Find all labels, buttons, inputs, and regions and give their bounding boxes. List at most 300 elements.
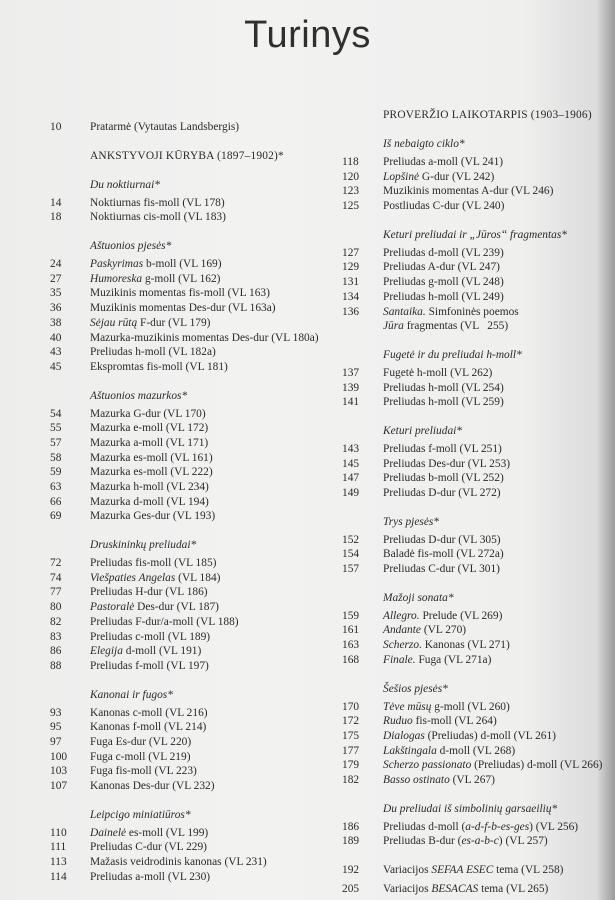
toc-entry	[342, 486, 592, 501]
entry-title-text: Preliudas fis-moll (VL 185)	[90, 557, 217, 570]
entry-title	[383, 290, 504, 305]
entry-title-text: tema (VL 265)	[478, 882, 549, 895]
entry-title-italic: a-d-f-b-es-ges	[465, 820, 530, 833]
entry-title-text: d-moll (VL 268)	[436, 744, 516, 757]
toc-entry	[50, 421, 340, 436]
page-number: 83	[50, 630, 62, 643]
toc-entry	[50, 436, 340, 451]
entry-title	[90, 706, 208, 721]
entry-title-text: Kanonas (VL 271)	[421, 639, 510, 652]
group-subheading: Trys pjesės*	[383, 515, 440, 528]
toc-entry	[342, 275, 592, 290]
toc-entry	[342, 882, 592, 897]
entry-title	[90, 720, 206, 735]
entry-title-text: Fuga fis-moll (VL 223)	[90, 765, 197, 778]
entry-title	[90, 585, 208, 600]
entry-title	[383, 260, 500, 275]
entry-title	[90, 196, 225, 211]
toc-entry	[342, 547, 592, 562]
entry-title-italic: Finale.	[383, 653, 416, 666]
toc-entry	[50, 120, 340, 135]
entry-title-text: Ekspromtas fis-moll (VL 181)	[90, 360, 228, 373]
entry-title	[90, 855, 267, 870]
entry-title-text: Mazurka-muzikinis momentas Des-dur (VL 180a)	[90, 331, 319, 344]
entry-title	[383, 758, 602, 773]
entry-title-italic: Dainelė	[90, 826, 127, 839]
page-number: 10	[50, 121, 62, 133]
page-number: 103	[50, 765, 68, 778]
entry-title-text: Kanonas c-moll (VL 216)	[90, 706, 208, 719]
entry-title	[383, 623, 466, 638]
entry-title	[383, 714, 497, 729]
entry-title	[383, 199, 504, 214]
entry-title	[383, 366, 492, 381]
toc-entry	[342, 533, 592, 548]
toc-entry	[342, 744, 592, 759]
page-number: 134	[342, 290, 360, 303]
entry-title	[383, 170, 494, 185]
page-number: 118	[342, 156, 359, 168]
entry-title-text: Des-dur (VL 187)	[134, 601, 219, 614]
entry-title-italic: Ruduo	[383, 715, 413, 728]
toc-entry	[50, 301, 340, 316]
page-number: 127	[342, 246, 360, 259]
toc-entry	[50, 286, 340, 301]
entry-title-italic: es-a-b-c	[461, 835, 499, 848]
group-subheading: Aštuonios pjesės*	[90, 240, 172, 253]
entry-title-text: b-moll (VL 169)	[143, 258, 222, 271]
entry-title-italic: Lakštingala	[383, 744, 437, 757]
page-number: 114	[50, 870, 67, 883]
page-number: 77	[50, 586, 62, 599]
toc-entry	[342, 457, 592, 472]
toc-left-column	[50, 120, 340, 884]
entry-title	[383, 609, 502, 624]
entry-title-text: g-moll (VL 162)	[142, 272, 221, 285]
page-number: 66	[50, 495, 62, 508]
toc-entry	[342, 319, 592, 334]
entry-title	[90, 210, 226, 225]
entry-title-text: Mazurka d-moll (VL 194)	[90, 495, 209, 508]
entry-title-text: Postliudas C-dur (VL 240)	[383, 200, 505, 213]
toc-entry	[50, 272, 340, 287]
page-number: 177	[342, 744, 360, 757]
entry-title-text: Mazurka es-moll (VL 222)	[90, 466, 213, 479]
group-subheading: Kanonai ir fugos*	[90, 688, 173, 701]
entry-title	[90, 630, 210, 645]
page-number: 125	[342, 200, 360, 213]
page-number: 24	[50, 258, 62, 271]
entry-title-italic: Viešpaties Angelas	[90, 571, 176, 584]
entry-title	[90, 480, 209, 495]
page-number: 172	[342, 715, 360, 728]
entry-title-text: (Preliudas) d-moll (VL 266)	[471, 759, 603, 772]
page-number: 97	[50, 735, 62, 748]
page-number: 54	[50, 407, 62, 420]
right-groups	[342, 123, 603, 849]
entry-title-text: Preliudas C-dur (VL 229)	[90, 841, 207, 854]
entry-title	[90, 571, 220, 586]
entry-title-italic: Humoreska	[90, 272, 143, 285]
entry-title	[383, 486, 501, 501]
entry-title	[383, 744, 515, 759]
page-number: 145	[342, 457, 360, 470]
toc-entry	[342, 184, 592, 199]
toc-entry	[50, 840, 340, 855]
entry-title	[90, 286, 270, 301]
entry-title	[90, 735, 191, 750]
entry-title-italic: Scherzo.	[383, 639, 422, 652]
entry-title-text: Preliudas D-dur (VL 272)	[383, 487, 501, 499]
toc-entry	[342, 199, 592, 214]
toc-entry	[342, 442, 592, 457]
entry-title-text: (Preliudas) d-moll (VL 261)	[424, 729, 556, 742]
entry-title-text: tema (VL 258)	[493, 864, 564, 876]
entry-title	[90, 360, 228, 375]
page-number: 40	[50, 331, 62, 344]
page-number: 147	[342, 472, 360, 485]
entry-title-text: fis-moll (VL 264)	[412, 715, 497, 728]
entry-title	[90, 407, 206, 422]
entry-title	[383, 547, 504, 562]
entry-title	[383, 700, 510, 715]
entry-title	[90, 556, 216, 571]
entry-title-text: Muzikinis momentas fis-moll (VL 163)	[90, 287, 270, 300]
entry-title-text: Preliudas h-moll (VL 182a)	[90, 346, 216, 359]
entry-title-text: G-dur (VL 242)	[419, 170, 495, 183]
entry-title-text: Preliudas h-moll (VL 249)	[383, 290, 504, 303]
section-heading: PROVERŽIO LAIKOTARPIS (1903–1906)	[383, 109, 592, 121]
group-subheading: Mažoji sonata*	[383, 591, 454, 604]
entry-title	[383, 773, 495, 788]
page-number: 36	[50, 302, 62, 315]
toc-entry	[342, 700, 592, 715]
toc-entry	[342, 714, 592, 729]
page-number: 55	[50, 422, 62, 435]
entry-title	[383, 395, 504, 410]
page-number: 152	[342, 533, 360, 546]
entry-title	[383, 305, 519, 320]
entry-title	[90, 779, 215, 794]
page-number: 110	[50, 826, 67, 839]
toc-entry	[342, 305, 592, 320]
toc-entry	[50, 855, 340, 870]
toc-entry	[50, 779, 340, 794]
toc-entry	[50, 407, 340, 422]
page-number: 149	[342, 487, 360, 499]
entry-title	[90, 840, 207, 855]
toc-entry	[342, 366, 592, 381]
page-number: 157	[342, 563, 360, 576]
toc-entry	[50, 331, 340, 346]
toc-entry	[50, 600, 340, 615]
entry-title-text: Mazurka Ges-dur (VL 193)	[90, 510, 216, 523]
entry-title-italic: Dialogas	[383, 729, 425, 742]
page-number: 163	[342, 639, 360, 652]
entry-title	[90, 316, 210, 331]
entry-title-text: Preliudas a-moll (VL 230)	[90, 870, 211, 883]
toc-entry	[50, 196, 340, 211]
page-number: 154	[342, 548, 360, 561]
group-subheading: Druskininkų preliudai*	[90, 539, 197, 552]
entry-title-italic: Jūra	[383, 320, 404, 333]
toc-entry	[342, 155, 592, 170]
entry-title-text: Muzikinis momentas A-dur (VL 246)	[383, 185, 554, 198]
toc-entry	[50, 706, 340, 721]
toc-entry	[50, 750, 340, 765]
toc-right-column	[342, 108, 603, 896]
toc-entry	[342, 834, 592, 849]
toc-entry	[342, 773, 592, 788]
entry-title-text: Fuga c-moll (VL 219)	[90, 750, 191, 763]
toc-entry	[50, 630, 340, 645]
toc-entry	[342, 260, 592, 275]
page-number: 143	[342, 442, 360, 455]
entry-title-text: Kanonas Des-dur (VL 232)	[90, 780, 215, 792]
entry-title	[90, 659, 209, 674]
toc-entry	[342, 609, 592, 624]
toc-entry	[50, 659, 340, 674]
page-number: 100	[50, 750, 68, 763]
entry-title	[90, 509, 215, 524]
entry-title-italic: Pastoralė	[90, 601, 135, 614]
entry-title	[383, 155, 503, 170]
entry-title-text: (VL 184)	[175, 571, 221, 584]
entry-title	[90, 826, 208, 841]
entry-title-text: g-moll (VL 260)	[431, 700, 510, 713]
page-number: 189	[342, 835, 360, 848]
toc-entry	[342, 290, 592, 305]
page-number: 80	[50, 601, 62, 614]
page-number: 137	[342, 366, 360, 379]
page-number: 82	[50, 615, 62, 628]
page-number: 136	[342, 305, 360, 318]
entry-title	[383, 457, 510, 472]
page-number: 120	[342, 170, 360, 183]
page-number: 45	[50, 360, 62, 373]
entry-title	[90, 331, 319, 346]
toc-entry	[342, 246, 592, 261]
group-subheading: Keturi preliudai ir „Jūros“ fragmentas*	[383, 228, 567, 241]
toc-entry	[50, 735, 340, 750]
entry-title	[90, 345, 216, 360]
entry-title-text: Simfoninės poemos	[425, 305, 519, 318]
toc-entry	[50, 210, 340, 225]
right-tail	[342, 863, 592, 896]
entry-title-text: Kanonas f-moll (VL 214)	[90, 721, 207, 734]
entry-title-text: Mazurka h-moll (VL 234)	[90, 481, 209, 493]
toc-entry	[342, 653, 592, 668]
entry-title-text: Preliudas h-moll (VL 254)	[383, 381, 504, 394]
entry-title-text: Preliudas g-moll (VL 248)	[383, 276, 504, 289]
entry-title	[383, 319, 508, 334]
toc-entry	[342, 623, 592, 638]
entry-title	[90, 421, 208, 436]
toc-entry	[50, 465, 340, 480]
entry-title-text: Preliudas B-dur (	[383, 835, 462, 848]
page-number: 74	[50, 571, 62, 584]
entry-title-text: Muzikinis momentas Des-dur (VL 163a)	[90, 302, 276, 315]
entry-title-text: Preliudas c-moll (VL 189)	[90, 630, 211, 643]
entry-title-text: ) (VL 256)	[529, 820, 579, 833]
entry-title	[383, 882, 548, 897]
page-number: 35	[50, 287, 62, 300]
entry-title-italic: Tėve mūsų	[383, 700, 432, 713]
page-number: 69	[50, 510, 62, 523]
entry-title-italic: Scherzo passionato	[383, 759, 472, 772]
entry-title	[90, 436, 208, 451]
page-number: 57	[50, 436, 62, 449]
entry-title-text: (VL 270)	[420, 624, 467, 637]
page-number: 170	[342, 700, 360, 713]
toc-entry	[50, 644, 340, 659]
page-title: Turinys	[244, 14, 371, 56]
page-number: 111	[50, 841, 67, 854]
entry-title	[90, 495, 209, 510]
toc-entry	[50, 345, 340, 360]
page-number: 159	[342, 609, 360, 622]
entry-title-text: Fuga (VL 271a)	[415, 653, 492, 666]
page-number: 72	[50, 557, 62, 570]
entry-title	[90, 272, 220, 287]
entry-title-text: Preliudas d-moll (	[383, 820, 466, 833]
entry-title	[90, 301, 276, 316]
entry-title-text: Baladė fis-moll (VL 272a)	[383, 548, 504, 561]
entry-title	[90, 870, 210, 885]
entry-title-text: Noktiurnas cis-moll (VL 183)	[90, 211, 226, 224]
entry-title-text: Mazurka a-moll (VL 171)	[90, 436, 209, 449]
entry-title-italic: Santaika.	[383, 305, 426, 318]
toc-entry	[342, 729, 592, 744]
entry-title-text: es-moll (VL 199)	[126, 826, 209, 839]
toc-entry	[50, 451, 340, 466]
page-number: 14	[50, 196, 62, 209]
entry-title	[383, 729, 556, 744]
entry-title-text: Preliudas C-dur (VL 301)	[383, 563, 500, 576]
page-number: 168	[342, 653, 360, 666]
entry-title-text: Preliudas f-moll (VL 251)	[383, 442, 502, 455]
entry-title	[383, 184, 553, 199]
group-subheading: Fugetė ir du preliudai h-moll*	[383, 348, 522, 361]
entry-title-text: Preliudas H-dur (VL 186)	[90, 586, 208, 599]
page-number: 161	[342, 624, 360, 637]
entry-title-text: Preliudas Des-dur (VL 253)	[383, 457, 511, 470]
entry-title-italic: Basso ostinato	[383, 773, 450, 786]
page-number: 86	[50, 645, 62, 658]
page-number: 107	[50, 780, 68, 792]
entry-title-text: Preliudas f-moll (VL 197)	[90, 659, 209, 672]
page-number: 58	[50, 451, 62, 464]
entry-title	[90, 600, 219, 615]
entry-title	[383, 863, 563, 878]
toc-entry	[50, 257, 340, 272]
entry-title-text: Preliudas d-moll (VL 239)	[383, 246, 504, 259]
entry-title	[383, 381, 504, 396]
page-number: 88	[50, 659, 62, 672]
entry-title-text: Mazurka e-moll (VL 172)	[90, 422, 209, 435]
entry-title	[383, 275, 504, 290]
entry-title	[383, 246, 504, 261]
entry-title-italic: Lopšinė	[383, 170, 420, 183]
toc-entry	[342, 381, 592, 396]
entry-title	[90, 465, 213, 480]
group-subheading: Du preliudai iš simbolinių garsaeilių*	[383, 802, 558, 815]
entry-title-text: Preliudas F-dur/a-moll (VL 188)	[90, 615, 239, 628]
entry-title	[383, 638, 510, 653]
toc-entry	[50, 316, 340, 331]
entry-title	[383, 834, 548, 849]
entry-title-text: Preliudas b-moll (VL 252)	[383, 472, 504, 485]
toc-entry	[50, 870, 340, 885]
toc-entry	[50, 509, 340, 524]
entry-title-italic: Sėjau rūtą	[90, 316, 138, 329]
page-number: 38	[50, 316, 62, 329]
page-number: 179	[342, 759, 360, 772]
entry-title	[90, 615, 239, 630]
toc-entry	[50, 615, 340, 630]
entry-title	[383, 442, 502, 457]
toc-entry	[342, 758, 603, 773]
entry-title-text: (VL 267)	[449, 773, 495, 786]
group-subheading: Iš nebaigto ciklo*	[383, 138, 465, 150]
entry-title-text: Fuga Es-dur (VL 220)	[90, 735, 192, 748]
entry-title-text: d-moll (VL 191)	[122, 645, 202, 658]
group-subheading: Du noktiurnai*	[90, 178, 160, 191]
page-number: 43	[50, 346, 62, 359]
toc-entry	[50, 764, 340, 779]
toc-entry	[50, 556, 340, 571]
page-number: 131	[342, 276, 360, 289]
entry-title	[90, 257, 222, 272]
toc-entry	[342, 395, 592, 410]
group-subheading: Leipcigo miniatiūros*	[90, 808, 191, 821]
page-number: 205	[342, 882, 360, 895]
entry-title-text: Preliudas a-moll (VL 241)	[383, 156, 504, 168]
toc-entry	[342, 863, 592, 878]
toc-entry	[50, 571, 340, 586]
entry-title	[383, 820, 578, 835]
entry-title	[90, 451, 213, 466]
entry-title	[383, 562, 500, 577]
page-number: 123	[342, 185, 360, 198]
entry-title-italic: Andante	[383, 624, 421, 637]
entry-title-text: fragmentas (VL 255)	[403, 320, 509, 333]
entry-title	[383, 533, 501, 548]
toc-entry	[50, 480, 340, 495]
entry-title-text: ) (VL 257)	[498, 835, 548, 848]
entry-title-italic: Paskyrimas	[90, 258, 144, 271]
toc-entry	[342, 170, 592, 185]
entry-title-text: Mazurka es-moll (VL 161)	[90, 451, 213, 464]
toc-entry	[50, 720, 340, 735]
toc-entry	[342, 471, 592, 486]
toc-entry	[342, 820, 592, 835]
toc-entry	[50, 826, 340, 841]
entry-title	[90, 644, 201, 659]
group-subheading: Keturi preliudai*	[383, 424, 462, 437]
entry-title-italic: Elegija	[90, 645, 123, 658]
entry-title	[90, 750, 191, 765]
toc-entry	[50, 360, 340, 375]
entry-title-italic: Allegro.	[383, 609, 420, 622]
toc-entry	[342, 638, 592, 653]
page-number: 95	[50, 721, 62, 734]
page-number: 129	[342, 261, 360, 274]
page-number: 182	[342, 773, 360, 786]
group-subheading: Aštuonios mazurkos*	[90, 389, 188, 402]
entry-title-text: Prelude (VL 269)	[419, 609, 503, 622]
page-number: 93	[50, 706, 62, 719]
